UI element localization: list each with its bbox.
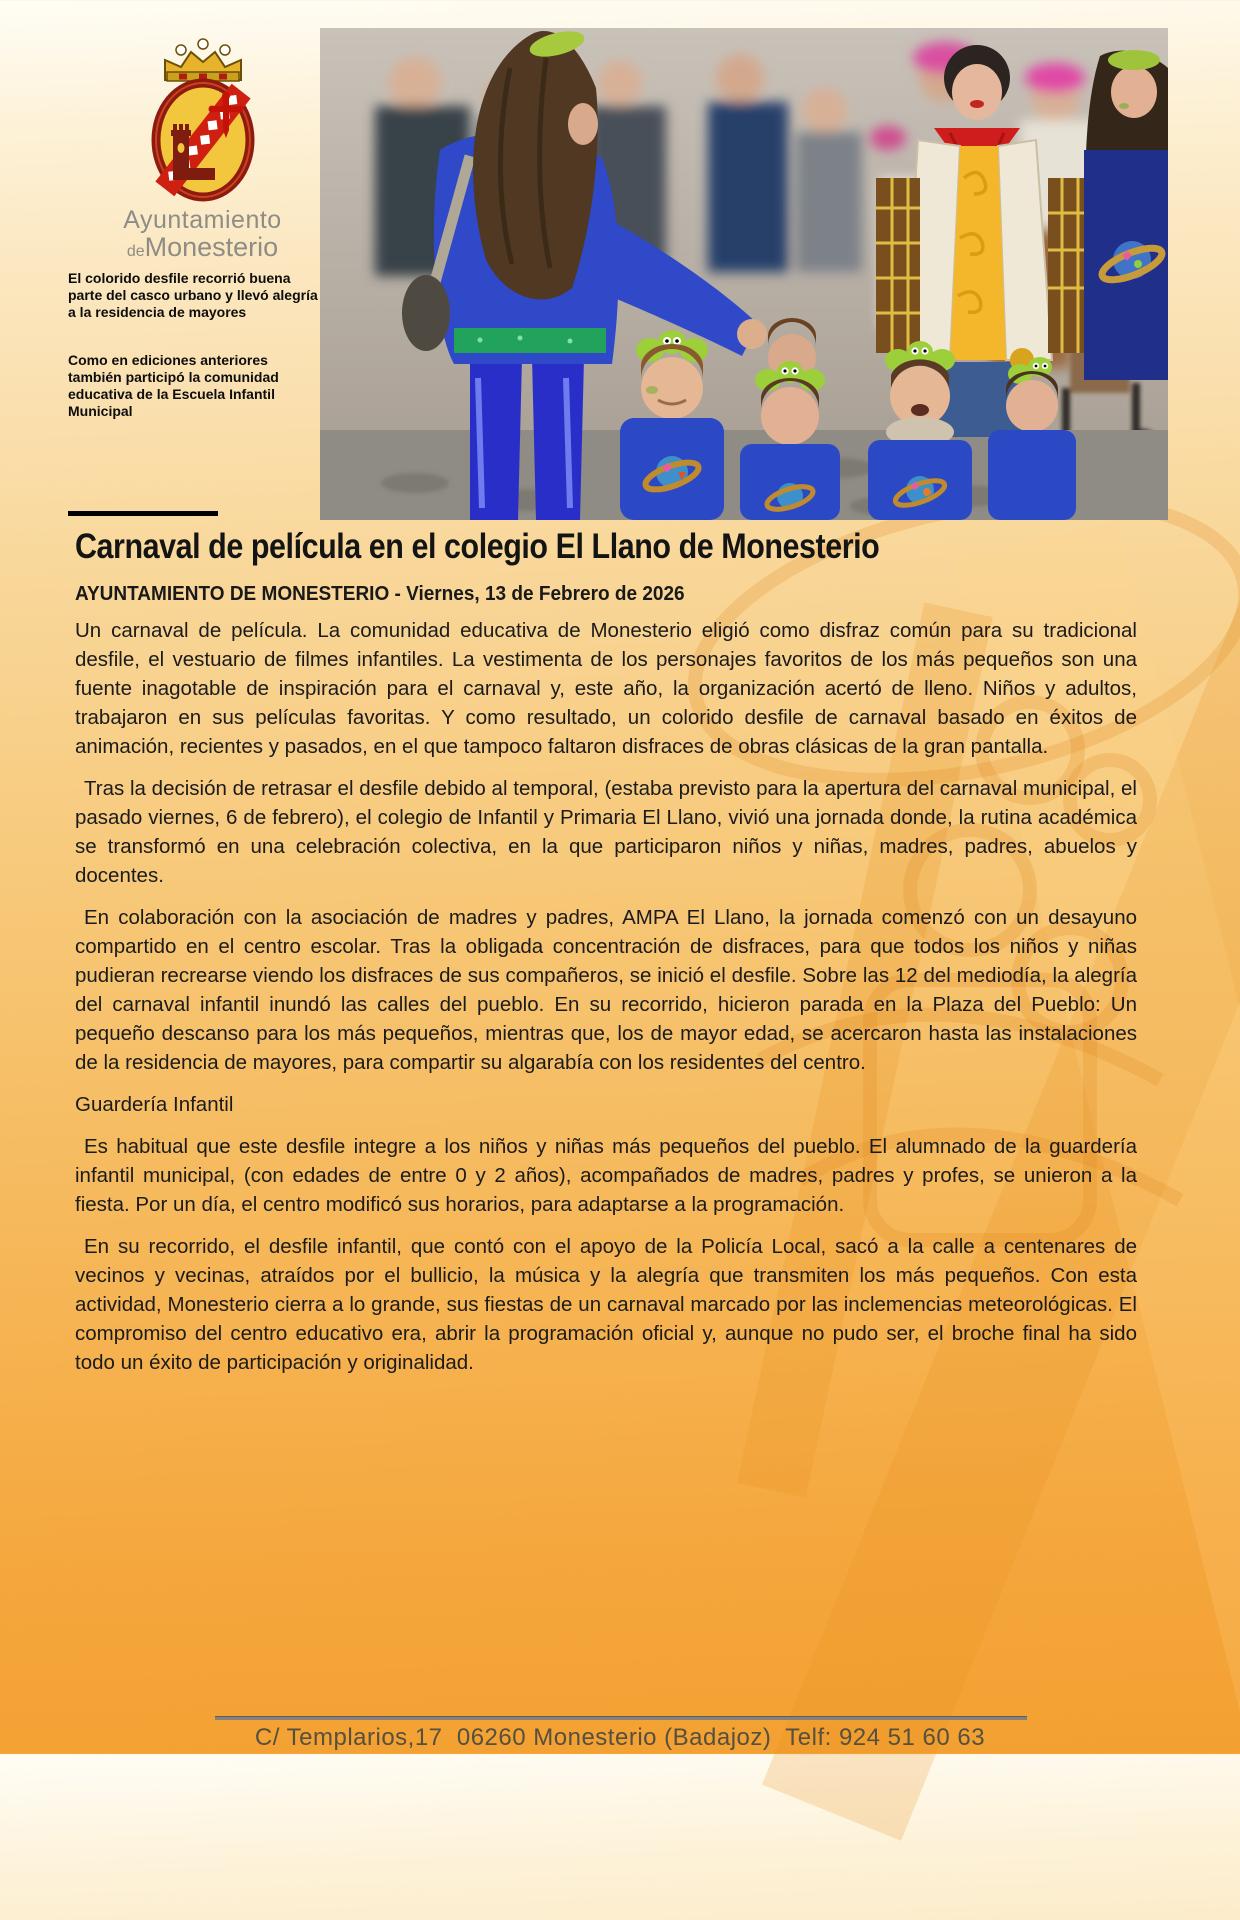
- footer-rule: [215, 1716, 1027, 1720]
- article-paragraph: Es habitual que este desfile integre a los niños y niñas más pequeños del pueblo. El alumnado de la guardería infantil municipal, (con edades de entre 0 y 2 años), acompañados de madres, padres y profes, se unieron a la fiesta. Por un día, el centro modificó sus horarios, para adaptarse a la programación.: [75, 1135, 1137, 1216]
- logo-block: [85, 36, 320, 261]
- crest-crown: [165, 39, 241, 81]
- article-paragraph: En su recorrido, el desfile infantil, que contó con el apoyo de la Policía Local, sacó a la calle a centenares de vecinos y vecinas, atraídos por el bullicio, la música y la alegría que transmiten los más pequeños. Con esta actividad, Monesterio cierra a lo grande, sus fiestas de un carnaval marcado por las inclemencias meteorológicas. El compromiso del centro educativo era, abrir la programación oficial y, aunque no pudo ser, el broche final ha sido todo un éxito de participación y originalidad.: [75, 1235, 1137, 1374]
- footer-address: C/ Templarios,17 06260 Monesterio (Badajoz) Telf: 924 51 60 63: [254, 1724, 986, 1751]
- carnival-parade-photo: [320, 28, 1168, 520]
- photo-caption-note-1: El colorido desfile recorrió buena parte del casco urbano y llevó alegría a la residencia de mayores: [68, 270, 318, 321]
- logo-town-name: Monesterio: [144, 231, 279, 262]
- article-body: [75, 616, 1137, 1390]
- logo-org-name-line2: [85, 231, 320, 262]
- crest-shield: [155, 83, 250, 197]
- article-paragraph: En colaboración con la asociación de madres y padres, AMPA El Llano, la jornada comenzó con un desayuno compartido en el centro escolar. Tras la obligada concentración de disfraces, para que todos los niños y niñas pudieran recrearse viendo los disfraces de sus compañeros, se inició el desfile. Sobre las 12 del mediodía, la alegría del carnaval infantil inundó las calles del pueblo. En su recorrido, hicieron parada en la Plaza del Pueblo: Un pequeño descanso para los más pequeños, mientras que, los de mayor edad, se acercaron hasta las instalaciones de la residencia de mayores, para compartir su algarabía con los residentes del centro.: [75, 906, 1137, 1074]
- logo-org-name-line1: Ayuntamiento: [123, 206, 282, 234]
- photo-right-adult: [1084, 50, 1168, 380]
- monesterio-coat-of-arms-icon: [137, 36, 269, 204]
- logo-de-prefix: de: [126, 242, 145, 260]
- photo-caption-note-2: Como en ediciones anteriores también participó la comunidad educativa de la Escuela Infantil Municipal: [68, 352, 279, 420]
- article-title: Carnaval de película en el colegio El Llano de Monesterio: [75, 527, 880, 566]
- title-rule: [68, 511, 218, 516]
- section-heading: Guardería Infantil: [75, 1093, 234, 1116]
- article-byline: AYUNTAMIENTO DE MONESTERIO - Viernes, 13 de Febrero de 2026: [75, 583, 685, 605]
- article-paragraph: Tras la decisión de retrasar el desfile debido al temporal, (estaba previsto para la apertura del carnaval municipal, el pasado viernes, 6 de febrero), el colegio de Infantil y Primaria El Llano, vivió una jornada donde, la rutina académica se transformó en una celebración colectiva, en la que participaron niños y niñas, madres, padres, abuelos y docentes.: [75, 777, 1137, 887]
- article-paragraph: Un carnaval de película. La comunidad educativa de Monesterio eligió como disfraz común para su tradicional desfile, el vestuario de filmes infantiles. La vestimenta de los personajes favoritos de los más pequeños son una fuente inagotable de inspiración para el carnaval y, este año, la organización acertó de lleno. Niños y adultos, trabajaron en sus películas favoritas. Y como resultado, un colorido desfile de carnaval basado en éxitos de animación, recientes y pasados, en el que tampoco faltaron disfraces de obras clásicas de la gran pantalla.: [75, 619, 1137, 758]
